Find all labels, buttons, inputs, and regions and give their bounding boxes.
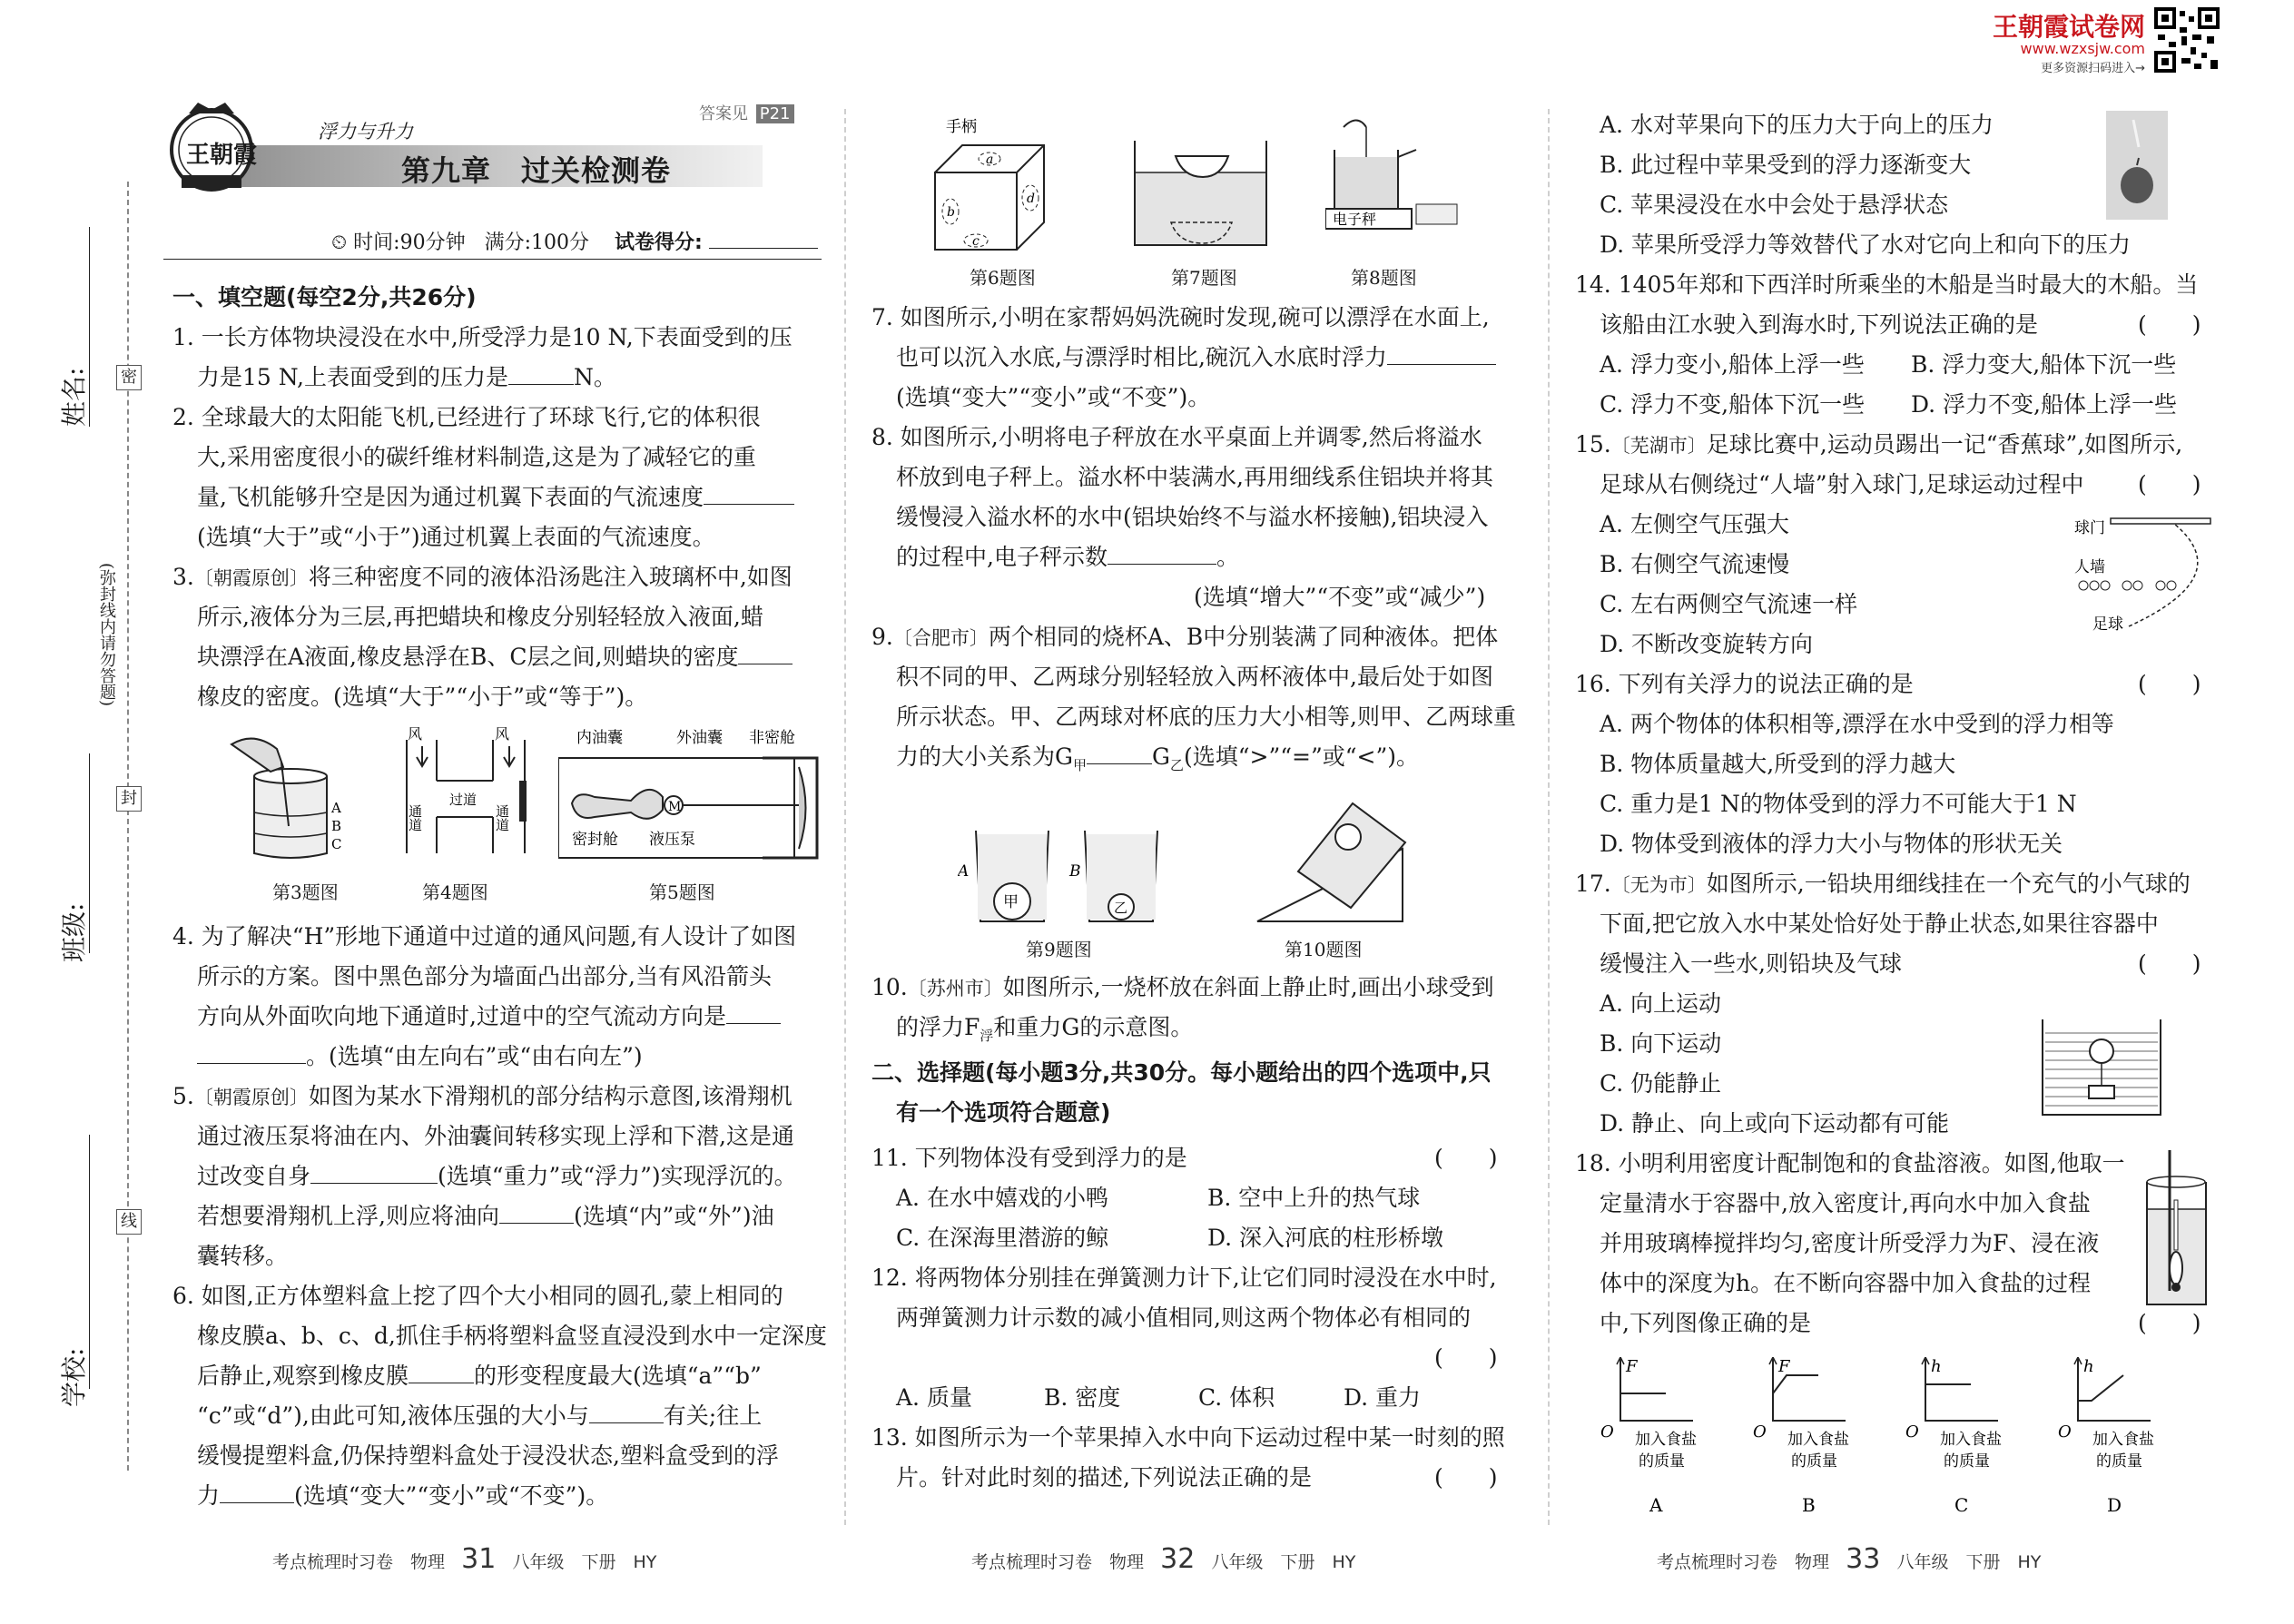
fig4-arrow-left-icon	[417, 746, 428, 766]
q6-line5: 缓慢提塑料盒,仍保持塑料盒处于浸没状态,塑料盒受到的浮	[197, 1442, 779, 1469]
q7-line3: (选填“变大”“变小”或“不变”)。	[896, 384, 1211, 410]
q15-stem-2: 足球从右侧绕过“人墙”射入球门,足球运动过程中	[1600, 471, 2084, 497]
q5-blank-2[interactable]	[499, 1203, 574, 1224]
q5-line1	[172, 1078, 793, 1111]
graph-option-label: A	[1649, 1494, 1663, 1516]
q3-blank[interactable]	[738, 644, 793, 664]
graph-x-label-1: 加入食盐	[1635, 1431, 1697, 1449]
brand-name: 王朝霞试卷网	[1992, 12, 2145, 42]
q11-stem: 11. 下列物体没有受到浮力的是	[871, 1145, 1187, 1171]
graph-x-label-1: 加入食盐	[1787, 1431, 1849, 1449]
q11-opt-a[interactable]: A. 在水中嬉戏的小鸭	[896, 1185, 1108, 1211]
seal-feng: 封	[116, 786, 142, 812]
q9-line3: 所示状态。甲、乙两球对杯底的压力大小相等,则甲、乙两球重	[896, 704, 1516, 730]
q6-text6: 力	[197, 1482, 221, 1509]
q3-num: 3.	[172, 564, 194, 590]
figure-15-banana-kick	[2074, 513, 2229, 640]
q6-line6	[197, 1478, 608, 1511]
q15-answer-paren[interactable]: ( )	[2138, 471, 2201, 497]
brand-block	[1856, 7, 2220, 75]
q18-option-graph-c[interactable]	[1898, 1357, 2034, 1521]
q10-text3: 和重力G的示意图。	[993, 1014, 1194, 1040]
seal-xian: 线	[116, 1209, 142, 1235]
graph-x-label-2: 的质量	[1639, 1452, 1685, 1471]
q3-text: 将三种密度不同的液体沿汤匙注入玻璃杯中,如图	[308, 564, 793, 590]
q15-num: 15.	[1575, 431, 1611, 458]
q15-opt-c[interactable]: C. 左右两侧空气流速一样	[1600, 591, 1858, 617]
q10-num: 10.	[871, 974, 908, 1000]
q3-line2: 所示,液体分为三层,再把蜡块和橡皮分别轻轻放入液面,蜡	[197, 604, 763, 630]
q13-stem-2: 片。针对此时刻的描述,下列说法正确的是	[896, 1464, 1312, 1491]
q9-source-tag: 〔合肥市〕	[892, 627, 989, 649]
q5-text: 如图为某水下滑翔机的部分结构示意图,该滑翔机	[308, 1083, 793, 1109]
q4-blank[interactable]	[726, 1003, 781, 1024]
fig5-cabin-label: 非密舱	[749, 729, 795, 747]
q1-line1: 1. 一长方体物块浸没在水中,所受浮力是10 N,下表面受到的压	[172, 324, 793, 350]
footer-grade: 八年级 下册 HY	[1211, 1552, 1356, 1572]
fig6-d: d	[1027, 192, 1035, 206]
fig7-caption: 第7题图	[1171, 267, 1237, 289]
q12-opt-b[interactable]: B. 密度	[1044, 1384, 1121, 1411]
school-field[interactable]	[89, 1135, 90, 1389]
q17-num: 17.	[1575, 871, 1611, 897]
q2-line1: 2. 全球最大的太阳能飞机,已经进行了环球飞行,它的体积很	[172, 404, 761, 430]
q18-answer-paren[interactable]: ( )	[2138, 1310, 2201, 1336]
q5-line2: 通过液压泵将油在内、外油囊间转移实现上浮和下潜,这是通	[197, 1123, 794, 1149]
q7-text: 也可以沉入水底,与漂浮时相比,碗沉入水底时浮力	[896, 344, 1387, 370]
q3-line1	[172, 559, 793, 592]
q1-text: 力是15 N,上表面受到的压力是	[197, 364, 508, 390]
school-label: 学校:	[59, 1347, 89, 1407]
q6-blank-2[interactable]	[589, 1403, 664, 1423]
figure-3-glass-layers	[227, 726, 354, 862]
graph-option-label: C	[1954, 1494, 1969, 1516]
name-label: 姓名:	[59, 367, 89, 427]
q17-line1	[1575, 866, 2191, 899]
graph-x-label-2: 的质量	[2096, 1452, 2142, 1471]
q18-option-graph-a[interactable]	[1593, 1357, 1729, 1521]
q12-opt-d[interactable]: D. 重力	[1344, 1384, 1422, 1411]
footer-grade: 八年级 下册 HY	[512, 1552, 657, 1572]
q4-blank-cont[interactable]	[197, 1043, 306, 1064]
q15-opt-a[interactable]: A. 左侧空气压强大	[1600, 511, 1789, 537]
footer-book: 考点梳理时习卷 物理	[272, 1552, 446, 1572]
exam-time: 时间:90分钟	[353, 231, 466, 254]
header-rule	[163, 259, 822, 260]
q13-opt-b[interactable]: B. 此过程中苹果受到的浮力逐渐变大	[1600, 152, 1972, 178]
q7-line1: 7. 如图所示,小明在家帮妈妈洗碗时发现,碗可以漂浮在水面上,	[871, 304, 1490, 330]
q15-text: 足球比赛中,运动员踢出一记“香蕉球”,如图所示,	[1706, 431, 2183, 458]
q5-line4	[197, 1198, 774, 1231]
column-divider-2	[1548, 109, 1550, 1525]
fig15-ball-label: 足球	[2092, 615, 2123, 634]
footer-col1	[272, 1543, 656, 1575]
q9-sub-yi: 乙	[1169, 757, 1184, 773]
q14-stem-1: 14. 1405年郑和下西洋时所乘坐的木船是当时最大的木船。当	[1575, 271, 2199, 298]
fig5-outer-label: 外油囊	[676, 729, 723, 747]
q9-num: 9.	[871, 624, 893, 650]
q16-stem: 16. 下列有关浮力的说法正确的是	[1575, 671, 1914, 697]
fig4-wind-right: 风	[495, 726, 510, 743]
q3-text2: 块漂浮在A液面,橡皮悬浮在B、C层之间,则蜡块的密度	[197, 644, 739, 670]
q8-text: 的过程中,电子秤示数	[896, 544, 1108, 570]
q7-line2	[896, 340, 1496, 372]
q17-opt-d[interactable]: D. 静止、向上或向下运动都有可能	[1600, 1110, 1950, 1137]
fig3-label-c: C	[331, 836, 342, 852]
fig8-caption: 第8题图	[1351, 267, 1417, 289]
q4-hint: 。(选填“由左向右”或“由右向左”)	[306, 1043, 643, 1069]
footer-page-number: 33	[1846, 1543, 1881, 1575]
q14-opt-b[interactable]: B. 浮力变大,船体下沉一些	[1911, 351, 2177, 378]
footer-col3	[1657, 1543, 2041, 1575]
q5-blank-1[interactable]	[310, 1163, 438, 1184]
q1-unit: N。	[573, 364, 616, 390]
graph-x-label-2: 的质量	[1791, 1452, 1837, 1471]
q13-opt-c[interactable]: C. 苹果浸没在水中会处于悬浮状态	[1600, 192, 1949, 218]
graph-x-label-2: 的质量	[1944, 1452, 1990, 1471]
q10-sub-fu: 浮	[980, 1028, 994, 1044]
fig9-ball-jia: 甲	[1003, 893, 1019, 911]
q15-line1	[1575, 427, 2182, 459]
q6-hint3: (选填“变大”“变小”或“不变”)。	[294, 1482, 609, 1509]
q4-line1: 4. 为了解决“H”形地下通道中过道的通风问题,有人设计了如图	[172, 923, 797, 950]
q10-line2	[896, 1009, 1193, 1045]
q5-hint1: (选填“重力”或“浮力”)实现浮沉的。	[438, 1163, 797, 1189]
footer-grade: 八年级 下册 HY	[1896, 1552, 2042, 1572]
q14-opt-d[interactable]: D. 浮力不变,船体上浮一些	[1911, 391, 2177, 418]
section-2-title-1: 二、选择题(每小题3分,共30分。每小题给出的四个选项中,只	[871, 1059, 1492, 1086]
q13-opt-d[interactable]: D. 苹果所受浮力等效替代了水对它向上和向下的压力	[1600, 231, 2132, 258]
fig3-label-a: A	[331, 800, 341, 816]
seal-mi: 密	[116, 365, 142, 390]
q12-opt-c[interactable]: C. 体积	[1198, 1384, 1275, 1411]
fig3-caption: 第3题图	[272, 881, 339, 903]
graph-origin-label: O	[1600, 1422, 1614, 1442]
graph-option-label: D	[2107, 1494, 2122, 1516]
q17-source-tag: 〔无为市〕	[1610, 874, 1707, 896]
class-label: 班级:	[59, 902, 89, 962]
q17-stem-3: 缓慢注入一些水,则铅块及气球	[1600, 950, 1902, 977]
fig3-label-b: B	[331, 818, 342, 834]
q5-text3: 过改变自身	[197, 1163, 311, 1189]
q8-line2: 杯放到电子秤上。溢水杯中装满水,再用细线系住铝块并将其	[896, 464, 1493, 490]
q14-answer-paren[interactable]: ( )	[2138, 311, 2201, 338]
q8-line4	[896, 539, 1239, 572]
graph-x-label-1: 加入食盐	[2092, 1431, 2154, 1449]
q5-num: 5.	[172, 1083, 194, 1109]
q16-opt-a[interactable]: A. 两个物体的体积相等,漂浮在水中受到的浮力相等	[1600, 711, 2114, 737]
q6-text4: “c”或“d”),由此可知,液体压强的大小与	[197, 1403, 589, 1429]
q18-stem-4: 体中的深度为h。在不断向容器中加入食盐的过程	[1600, 1270, 2092, 1296]
apple-photo	[2106, 111, 2168, 220]
q10-text2: 的浮力F	[896, 1014, 980, 1040]
q11-opt-c[interactable]: C. 在深海里潜游的鲸	[896, 1225, 1109, 1251]
q6-line4	[197, 1398, 762, 1431]
q9-sub-jia: 甲	[1072, 757, 1087, 773]
q8-blank[interactable]	[1108, 544, 1216, 565]
exam-score-field[interactable]	[709, 228, 818, 249]
q5-source-tag: 〔朝霞原创〕	[193, 1087, 309, 1108]
brand-scan-text: 更多资源扫码进入→	[2041, 62, 2145, 75]
fig6-a: a	[986, 153, 994, 167]
graph-curve	[1773, 1375, 1818, 1393]
q13-answer-paren[interactable]: ( )	[1434, 1464, 1498, 1491]
q17-opt-c[interactable]: C. 仍能静止	[1600, 1070, 1722, 1097]
graph-y-label: F	[1778, 1357, 1790, 1376]
q5-line3	[197, 1158, 797, 1191]
answer-ref-text: 答案见	[699, 104, 748, 123]
q16-answer-paren[interactable]: ( )	[2138, 671, 2201, 697]
fig15-wall-label: 人墙	[2074, 558, 2105, 576]
q3-line4: 橡皮的密度。(选填“大于”“小于”或“等于”)。	[197, 684, 648, 710]
q2-text: 量,飞机能够升空是因为通过机翼下表面的气流速度	[197, 484, 704, 510]
q9-text: 两个相同的烧杯A、B中分别装满了同种液体。把体	[988, 624, 1499, 650]
q9-line4	[896, 739, 1419, 774]
q15-opt-d[interactable]: D. 不断改变旋转方向	[1600, 631, 1814, 657]
q10-source-tag: 〔苏州市〕	[907, 978, 1003, 999]
figure-10-incline	[1253, 799, 1407, 926]
q16-opt-d[interactable]: D. 物体受到液体的浮力大小与物体的形状无关	[1600, 831, 2063, 857]
section-1-title: 一、填空题(每空2分,共26分)	[172, 284, 477, 310]
q13-opt-a[interactable]: A. 水对苹果向下的压力大于向上的压力	[1600, 112, 1994, 138]
seal-notice: (弥封线内请勿答题)	[94, 563, 116, 706]
answer-ref	[699, 101, 794, 124]
q5-hint2: (选填“内”或“外”)油	[573, 1203, 774, 1229]
figure-9-beakers	[958, 822, 1176, 926]
q11-opt-d[interactable]: D. 深入河底的柱形桥墩	[1207, 1225, 1444, 1251]
header-subtitle: 浮力与升力	[318, 121, 413, 143]
q9-line1	[871, 619, 1498, 652]
q6-line2: 橡皮膜a、b、c、d,抓住手柄将塑料盒竖直浸没到水中一定深度	[197, 1323, 827, 1349]
q17-text: 如图所示,一铅块用细线挂在一个充气的小气球的	[1706, 871, 2191, 897]
graph-x-label-1: 加入食盐	[1940, 1431, 2002, 1449]
q17-answer-paren[interactable]: ( )	[2138, 950, 2201, 977]
q1-blank[interactable]	[508, 364, 574, 385]
q6-blank-3[interactable]	[220, 1482, 294, 1503]
chapter-header	[145, 95, 817, 195]
q10-line1	[871, 969, 1494, 1002]
q9-text4: 力的大小关系为G	[896, 743, 1073, 770]
q9-blank[interactable]	[1087, 743, 1152, 764]
q2-line4: (选填“大于”或“小于”)通过机翼上表面的气流速度。	[197, 524, 715, 550]
q16-opt-c[interactable]: C. 重力是1 N的物体受到的浮力不可能大于1 N	[1600, 791, 2077, 817]
fig6-c: c	[972, 234, 980, 249]
q7-blank[interactable]	[1387, 344, 1496, 365]
fig10-caption: 第10题图	[1285, 939, 1363, 960]
fig4-passage-left: 通道	[407, 804, 423, 832]
q12-stem-1: 12. 将两物体分别挂在弹簧测力计下,让它们同时浸没在水中时,	[871, 1265, 1497, 1291]
q5-line5: 囊转移。	[197, 1243, 289, 1269]
q18-stem-1: 18. 小明利用密度计配制饱和的食盐溶液。如图,他取一	[1575, 1150, 2125, 1176]
q6-blank-1[interactable]	[409, 1363, 474, 1383]
q14-stem-2: 该船由江水驶入到海水时,下列说法正确的是	[1600, 311, 2038, 338]
q6-line1: 6. 如图,正方体塑料盒上挖了四个大小相同的圆孔,蒙上相同的	[172, 1283, 783, 1309]
q14-opt-a[interactable]: A. 浮力变小,船体上浮一些	[1600, 351, 1865, 378]
q5-text4: 若想要滑翔机上浮,则应将油向	[197, 1203, 499, 1229]
fig9-ball-yi: 乙	[1114, 900, 1128, 916]
q18-stem-2: 定量清水于容器中,放入密度计,再向水中加入食盐	[1600, 1190, 2091, 1216]
fig5-inner-label: 内油囊	[576, 729, 623, 747]
brand-url[interactable]: www.wzxsjw.com	[2020, 40, 2145, 57]
fig4-caption: 第4题图	[422, 881, 488, 903]
q8-period: 。	[1216, 544, 1239, 570]
graph-y-label: h	[2083, 1357, 2094, 1376]
figure-7-bowl	[1130, 136, 1275, 250]
footer-page-number: 31	[461, 1543, 497, 1575]
q11-answer-paren[interactable]: ( )	[1434, 1145, 1498, 1171]
q10-text: 如图所示,一烧杯放在斜面上静止时,画出小球受到	[1002, 974, 1494, 1000]
q12-stem-2: 两弹簧测力计示数的减小值相同,则这两个物体必有相同的	[896, 1304, 1471, 1331]
logo-text: 王朝霞	[186, 142, 258, 169]
q3-source-tag: 〔朝霞原创〕	[193, 567, 309, 589]
fig15-goal-label: 球门	[2074, 519, 2105, 537]
fig9-caption: 第9题图	[1026, 939, 1092, 960]
name-field[interactable]	[89, 227, 90, 427]
q6-line3	[197, 1358, 762, 1391]
figure-5-glider	[558, 726, 822, 862]
q12-opt-a[interactable]: A. 质量	[896, 1384, 972, 1411]
q8-line3: 缓慢浸入溢水杯的水中(铝块始终不与溢水杯接触),铝块浸入	[896, 504, 1489, 530]
q2-line2: 大,采用密度很小的碳纤维材料制造,这是为了减轻它的重	[197, 444, 756, 470]
q15-source-tag: 〔芜湖市〕	[1610, 435, 1707, 457]
q6-hint1: 的形变程度最大(选填“a”“b”	[473, 1363, 762, 1389]
figure-17-balloon-beaker	[2038, 1015, 2165, 1119]
q18-stem-3: 并用玻璃棒搅拌均匀,密度计所受浮力为F、浸在液	[1600, 1230, 2100, 1256]
q13-stem-1: 13. 如图所示为一个苹果掉入水中向下运动过程中某一时刻的照	[871, 1424, 1505, 1451]
q18-stem-5: 中,下列图像正确的是	[1600, 1310, 1811, 1336]
answer-ref-page: P21	[756, 104, 794, 123]
q9-hint: (选填“>”“=”或“<”)。	[1184, 743, 1420, 770]
q16-opt-b[interactable]: B. 物体质量越大,所受到的浮力越大	[1600, 751, 1956, 777]
q6-text3: 后静止,观察到橡皮膜	[197, 1363, 409, 1389]
q9-g2: G	[1152, 743, 1170, 770]
clock-icon: ⏲	[331, 231, 348, 254]
fig9-label-b: B	[1069, 862, 1081, 881]
q2-line3	[197, 479, 794, 512]
fig9-label-a: A	[958, 862, 970, 881]
q4-text: 方向从外面吹向地下通道时,过道中的空气流动方向是	[197, 1003, 726, 1029]
fig6-b: b	[947, 205, 955, 220]
footer-book: 考点梳理时习卷 物理	[971, 1552, 1145, 1572]
exam-info	[331, 227, 818, 255]
q4-line3	[197, 999, 781, 1031]
q4-line2: 所示的方案。图中黑色部分为墙面凸出部分,当有风沿箭头	[197, 963, 772, 989]
graph-origin-label: O	[2058, 1422, 2072, 1442]
footer-col2	[971, 1543, 1355, 1575]
section-2-title-2: 有一个选项符合题意)	[896, 1099, 1111, 1126]
qr-code-icon[interactable]	[2154, 7, 2220, 73]
q12-answer-paren[interactable]: ( )	[1434, 1344, 1498, 1371]
figure-18-hydrometer	[2142, 1146, 2210, 1309]
q2-blank[interactable]	[704, 484, 794, 505]
q8-hint: (选填“增大”“不变”或“减少”)	[1194, 584, 1486, 610]
q9-line2: 积不同的甲、乙两球分别轻轻放入两杯液体中,最后处于如图	[896, 664, 1493, 690]
graph-y-label: F	[1626, 1357, 1638, 1376]
q17-opt-b[interactable]: B. 向下运动	[1600, 1030, 1722, 1057]
fig5-motor: M	[668, 800, 682, 814]
footer-page-number: 32	[1160, 1543, 1196, 1575]
fig4-wind-left: 风	[408, 726, 423, 743]
fig5-sealed-label: 密封舱	[572, 831, 618, 849]
graph-option-label: B	[1802, 1494, 1816, 1516]
exam-full-score: 满分:100分	[484, 231, 589, 254]
graph-origin-label: O	[1753, 1422, 1767, 1442]
q1-line2	[197, 359, 616, 392]
q3-line3	[197, 639, 793, 672]
graph-origin-label: O	[1905, 1422, 1919, 1442]
fig5-caption: 第5题图	[649, 881, 715, 903]
q8-line1: 8. 如图所示,小明将电子秤放在水平桌面上并调零,然后将溢水	[871, 424, 1482, 450]
figure-8-scale	[1325, 113, 1462, 245]
fig4-channel-label: 过道	[449, 792, 478, 808]
fig6-handle-label: 手柄	[946, 118, 977, 136]
q18-option-graph-b[interactable]	[1746, 1357, 1882, 1521]
q11-opt-b[interactable]: B. 空中上升的热气球	[1207, 1185, 1421, 1211]
q15-opt-b[interactable]: B. 右侧空气流速慢	[1600, 551, 1790, 577]
q18-option-graph-d[interactable]	[2051, 1357, 2187, 1521]
footer-book: 考点梳理时习卷 物理	[1657, 1552, 1830, 1572]
figure-6-cube	[926, 113, 1053, 254]
graph-y-label: h	[1931, 1357, 1942, 1376]
exam-score-label: 试卷得分:	[614, 231, 703, 254]
q14-opt-c[interactable]: C. 浮力不变,船体下沉一些	[1600, 391, 1866, 418]
fig6-caption: 第6题图	[970, 267, 1036, 289]
q17-stem-2: 下面,把它放入水中某处恰好处于静止状态,如果往容器中	[1600, 910, 2159, 937]
q6-text4b: 有关;往上	[663, 1403, 763, 1429]
fig8-scale-label: 电子秤	[1333, 211, 1377, 228]
fig4-arrow-right-icon	[504, 746, 515, 766]
graph-curve	[2078, 1375, 2123, 1401]
column-divider-1	[844, 109, 846, 1525]
header-title: 第九章 过关检测卷	[401, 153, 672, 188]
q17-opt-a[interactable]: A. 向上运动	[1600, 990, 1721, 1017]
class-field[interactable]	[89, 753, 90, 953]
figure-4-tunnel	[393, 726, 538, 862]
fig4-passage-right: 通道	[494, 804, 510, 832]
q4-line4	[197, 1038, 643, 1071]
fig5-pump-label: 液压泵	[649, 831, 695, 849]
